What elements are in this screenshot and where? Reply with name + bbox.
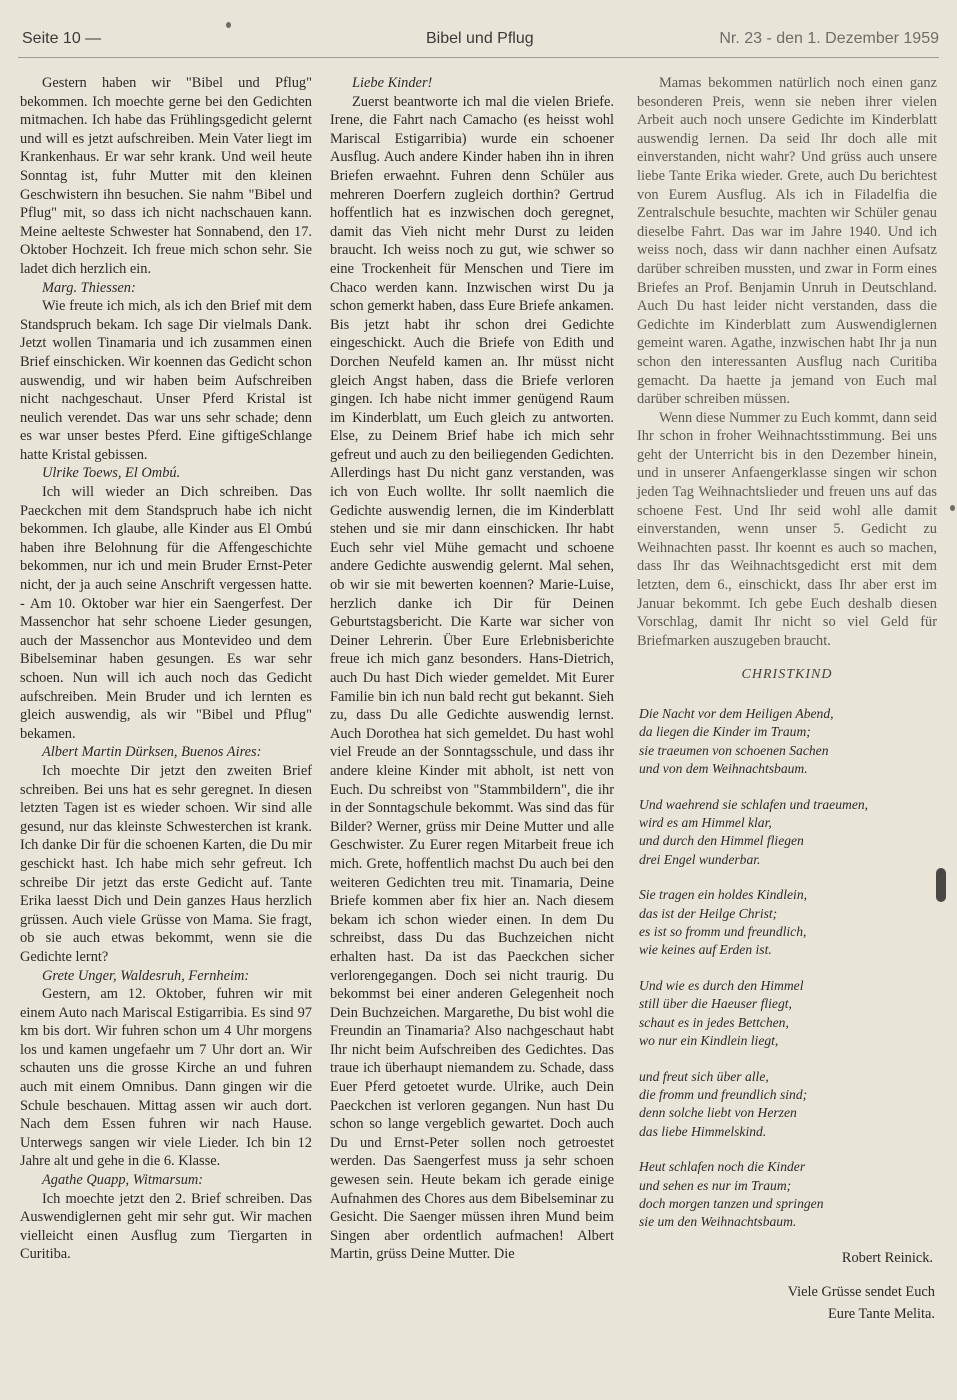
- poem-stanza: [639, 705, 937, 779]
- poem-line: und von dem Weihnachtsbaum.: [639, 761, 808, 777]
- poem-line: es ist so fromm und freundlich,: [639, 924, 807, 940]
- column-1: [20, 74, 312, 1264]
- poem-line: wird es am Himmel klar,: [639, 815, 772, 831]
- column-3-paragraph: Mamas bekommen natürlich noch einen ganz besonderen Preis, wenn sie neben ihrer vielen Arbeit auch noch unsere Gedichte im Kinderblatt auswendig lernen. Da seid Ihr doch alle mit einverstanden, nicht wahr? Und grüss auch unsere liebe Tante Erika wieder. Grete, auch Du berichtest von Eurem Ausflug. Als ich in Filadelfia die Zentralschule besuchte, machten wir Schüler genau dieselbe Fahrt. Das war im Jahre 1940. Und ich weiss noch, dass wir dann nachher einen Aufsatz darüber schreiben mussten, und zwar in Form eines Briefes an Prof. Benjamin Unruh in Deutschland. Auch Du hast leider nicht verstanden, dass die Gedichte im Kinderblatt zum Auswendiglernen gemeint waren. Agathe, inzwischen habt Ihr ja nun schon den interessanten Ausflug nach Curitiba gemacht. Da haette ja jemand von Euch mal darüber schreiben müssen.: [637, 75, 937, 408]
- closing-greeting: [637, 1281, 935, 1325]
- binding-hole: [936, 868, 946, 902]
- column-1-signature: Marg. Thiessen:: [42, 279, 136, 296]
- poem-line: drei Engel wunderbar.: [639, 851, 761, 867]
- poem-line: wo nur ein Kindlein liegt,: [639, 1033, 779, 1049]
- column-2-paragraph: Zuerst beantworte ich mal die vielen Briefe. Irene, die Fahrt nach Camacho (es heisst wohl Mariscal Estigarribia) wurde ein schoener Ausflug. Auch andere Kinder haben ihn in ihren Briefen erwaehnt. Fuhren denn Schüler aus mehreren Doerfern zugleich dorthin? Gertrud hoffentlich hat es inzwischen doch geregnet, damit das Vieh nicht mehr Durst zu leiden braucht. Ich weiss noch zu gut, wie schwer so eine Trockenheit für Menschen und Tiere im Chaco werden kann. Inzwischen wirst Du ja schon gemerkt haben, dass Eure Briefe ankamen. Bis jetzt habt ihr schon drei Gedichte eingeschickt. Auch die Briefe von Edith und Dorchen Neufeld kamen an. Ihr müsst nicht gleich Angst haben, dass die Briefe verloren gingen. Ich habe nicht immer genügend Raum im Kinderblatt, um Euch gleich zu antworten. Else, zu Deinem Brief habe ich mich sehr gefreut und auch zu den beiliegenden Gedichten. Allerdings hast Du nicht ganz verstanden, was ich von Euch wollte. Ihr sollt naemlich die Gedichte auswendig lernen, die im Kinderblatt stehen und sie mir dann einschicken. Ihr habt Euch sehr viel Mühe gemacht und schoene andere Gedichte auswendig gelernt. Mal sehen, ob wir sie mit bewerten koennen? Marie-Luise, herzlich danke ich Dir für Deinen Geburtstagsbericht. Die Karte war sicher von Deiner Lehrerin. Über Eure Erlebnisberichte freue ich mich ganz besonders. Hans-Dietrich, auch Du hast Dich wieder gemeldet. Mit Eurer Familie bin ich nun bald recht gut bekannt. Sieh zu, dass Du alle Gedichte auswendig lernst. Auch Dorothea hat sich gemeldet. Du hast wohl viel Freude an der Sonntagsschule, und dass ihr andere kleine Kinder mit abholt, ist nett von Euch. Du schreibst von "Stammbildern", die ihr in der Sonntagschule bekommt. Was sind das für Bilder? Werner, grüss mir Deine Mutter und alle Geschwister. Zu Eurer regen Mitarbeit freue ich mich. Grete, hoffentlich machst Du auch bei den weiteren Gedichten treu mit. Tinamaria, Deine Briefe kommen aber fix hier an. Nach diesem bekam ich schon wieder einen. In dem Du schreibst, dass Du das Buchzeichen nicht erhalten hast. Da ist das Paeckchen sicher verlorengegangen. Doch sei nicht traurig. Du bekommst bei einer anderen Gelegenheit noch Dein Buchzeichen. Margarethe, Du bist wohl die Freundin an Tinamaria? Also nachgeschaut habt Ihr nicht beim Aufschreiben des Gedichtes. Das traue ich überhaupt niemandem zu. Schade, dass Euer Pferd getoetet wurde. Ulrike, auch Dein Paeckchen ist verloren gegangen. Nun hast Du schon so lange vergeblich gewartet. Doch auch Du und Ernst-Peter sollen noch getroestet werden. Das Saengerfest muss ja sehr schoen gewesen sein. Heute bekam ich gerade einige Aufnahmen des Chores aus dem Bibelseminar zu Gesicht. Die Saenger müssen ihren Mund beim Singen aber ordentlich aufmachen! Albert Martin, grüss Deine Mutter. Die: [330, 93, 614, 1263]
- poem-body: [637, 705, 937, 1232]
- poem-line: die fromm und freundlich sind;: [639, 1086, 808, 1102]
- column-1-signature: Agathe Quapp, Witmarsum:: [42, 1172, 204, 1189]
- poem-line: sie traeumen von schoenen Sachen: [639, 742, 829, 758]
- poem-stanza: [639, 886, 937, 960]
- poem-line: denn solche liebt von Herzen: [639, 1105, 797, 1121]
- poem-line: Die Nacht vor dem Heiligen Abend,: [639, 706, 834, 721]
- poem-stanza: [639, 796, 937, 870]
- column-3-paragraph: Wenn diese Nummer zu Euch kommt, dann seid Ihr schon in froher Weihnachtsstimmung. Bei uns geht der Unterricht bis in den Dezember hinein, und in unserer Anfaengerklasse singen wir schon jeden Tag Weihnachtslieder und freuen uns auf das schoene Fest. Und Ihr seid wohl alle damit einverstanden, wenn unser 5. Gedicht zu Weihnachten passt. Ihr koennt es auch so machen, dass Ihr das Weihnachtsgedicht erst mit dem letzten, dem 6., einschickt, dass Ihr aber erst im Januar bekommt. Ich gebe Euch deshalb diesen Vorschlag, damit Ihr nicht so viel Geld für Briefmarken auszugeben braucht.: [637, 409, 937, 649]
- column-2-signature: Liebe Kinder!: [352, 75, 433, 91]
- header-rule: [18, 57, 939, 58]
- poem-line: und sehen es nur im Traum;: [639, 1177, 792, 1193]
- column-3: [637, 74, 937, 1325]
- poem-line: Sie tragen ein holdes Kindlein,: [639, 887, 808, 903]
- column-1-paragraph: Wie freute ich mich, als ich den Brief mit dem Standspruch bekam. Ich sage Dir vielmals Dank. Jetzt wollen Tinamaria und ich zusammen einen Brief einschicken. Wir koennen das Gedicht schon auswendig, und wir haben beim Aufschreiben nicht nachgeschaut. Unser Pferd Kristal ist neulich verendet. Das war uns sehr schade; denn es war unser bestes Pferd. Eine giftigeSchlange hatte Kristal gebissen.: [20, 298, 312, 463]
- column-1-signature: Albert Martin Dürksen, Buenos Aires:: [42, 744, 262, 761]
- poem-line: Und wie es durch den Himmel: [639, 977, 804, 993]
- poem-line: da liegen die Kinder im Traum;: [639, 724, 811, 740]
- poem-line: doch morgen tanzen und springen: [639, 1195, 824, 1211]
- column-1-paragraph: Gestern, am 12. Oktober, fuhren wir mit einem Auto nach Mariscal Estigarribia. Es sind 97 km bis dort. Wir fuhren schon um 4 Uhr morgens los und kamen ungefaehr um 7 Uhr dort an. Wir schauten uns die grosse Kirche an und fuhren auch mit einem Omnibus. Dann gingen wir die Schule beschauen. Mittag assen wir auch dort. Nach dem Essen fuhren wir nach Hause. Unterwegs sangen wir viele Lieder. Ich bin 12 Jahre alt und gehe in die 6. Klasse.: [20, 986, 312, 1170]
- column-2: [330, 74, 614, 1264]
- column-1-paragraph: Ich moechte jetzt den 2. Brief schreiben. Das Auswendiglernen geht mir sehr gut. Wir machen vielleicht einen Ausflug zum Tiergarten in Curitiba.: [20, 1190, 312, 1263]
- poem-line: still über die Haeuser fliegt,: [639, 996, 792, 1012]
- poem-line: wie keines auf Erden ist.: [639, 942, 772, 958]
- column-1-paragraph: Gestern haben wir "Bibel und Pflug" bekommen. Ich moechte gerne bei den Gedichten mitmachen. Ich habe das Frühlingsgedicht gelernt und will es jetzt aufschreiben. Mein Vater liegt im Krankenhaus. Er war sehr krank. Und weil heute Sonntag ist, fuhr Mutter mit den kleinen Geschwistern ihn besuchen. Sie nahm "Bibel und Pflug" mit, so dass ich nicht nachschauen kann. Meine aelteste Schwester hat Sonnabend, den 17. Oktober Hochzeit. Ich freue mich schon sehr. Sie ladet dich herzlich ein.: [20, 75, 312, 277]
- closing-line-1: Viele Grüsse sendet Euch: [787, 1284, 935, 1301]
- poem-stanza: [639, 977, 937, 1051]
- page-number: Seite 10 —: [22, 30, 102, 47]
- poem-line: Und waehrend sie schlafen und traeumen,: [639, 796, 869, 812]
- poem-line: schaut es in jedes Bettchen,: [639, 1014, 789, 1030]
- poem-stanza: [639, 1158, 937, 1232]
- column-1-signature: Grete Unger, Waldesruh, Fernheim:: [42, 967, 250, 984]
- poem-title: CHRISTKIND: [741, 667, 833, 683]
- poem-stanza: [639, 1068, 937, 1142]
- closing-line-2: Eure Tante Melita.: [827, 1306, 935, 1323]
- poem-line: und durch den Himmel fliegen: [639, 833, 804, 849]
- page-header: [18, 30, 939, 58]
- column-1-paragraph: Ich will wieder an Dich schreiben. Das Paeckchen mit dem Standspruch habe ich nicht bekommen. Ich glaube, alle Kinder aus El Ombú haben ihre Belohnung für die Affengeschichte bekommen, nur ich und mein Bruder Ernst-Peter nicht, der ja auch seine Anschrift vergessen hatte. - Am 10. Oktober war hier ein Saengerfest. Der Massenchor hat sehr schoene Lieder gesungen, auch der Massenchor aus Montevideo und dem Bibelseminar haben gesungen. Es war sehr schoen. Nun will ich auch noch das Gedicht aufschreiben. Mein Bruder und ich lernten es gleich auswendig, als wir "Bibel und Pflug" bekamen.: [20, 484, 312, 742]
- publication-title: Bibel und Pflug: [426, 30, 534, 47]
- binding-mark: [950, 505, 955, 511]
- column-1-signature: Ulrike Toews, El Ombú.: [42, 465, 181, 482]
- poem-line: das ist der Heilge Christ;: [639, 905, 778, 921]
- poem-line: und freut sich über alle,: [639, 1068, 769, 1084]
- poem-line: das liebe Himmelskind.: [639, 1123, 767, 1139]
- poem-line: Heut schlafen noch die Kinder: [639, 1159, 806, 1175]
- column-1-paragraph: Ich moechte Dir jetzt den zweiten Brief schreiben. Bei uns hat es sehr geregnet. In diesen letzten Tagen ist es wieder schoen. Wir sind alle gesund, nur das kleinste Schwesterchen ist krank. Ich danke Dir für die schoenen Karten, die Du mir geschickt hast. Ich habe mich sehr gefreut. Ich schreibe Dir jetzt das erste Gedicht auf. Tante Erika laesst Dich und Dein ganzes Haus herzlich grüssen. Auch viele Grüsse von Mama. Sie fragt, ob sie auch etwas bekommt, wenn sie die Gedichte lernt?: [20, 762, 312, 965]
- issue-date: Nr. 23 - den 1. Dezember 1959: [719, 30, 939, 47]
- poem-line: sie um den Weihnachtsbaum.: [639, 1214, 797, 1230]
- poem-author: Robert Reinick.: [841, 1249, 933, 1266]
- print-speck: [226, 22, 231, 28]
